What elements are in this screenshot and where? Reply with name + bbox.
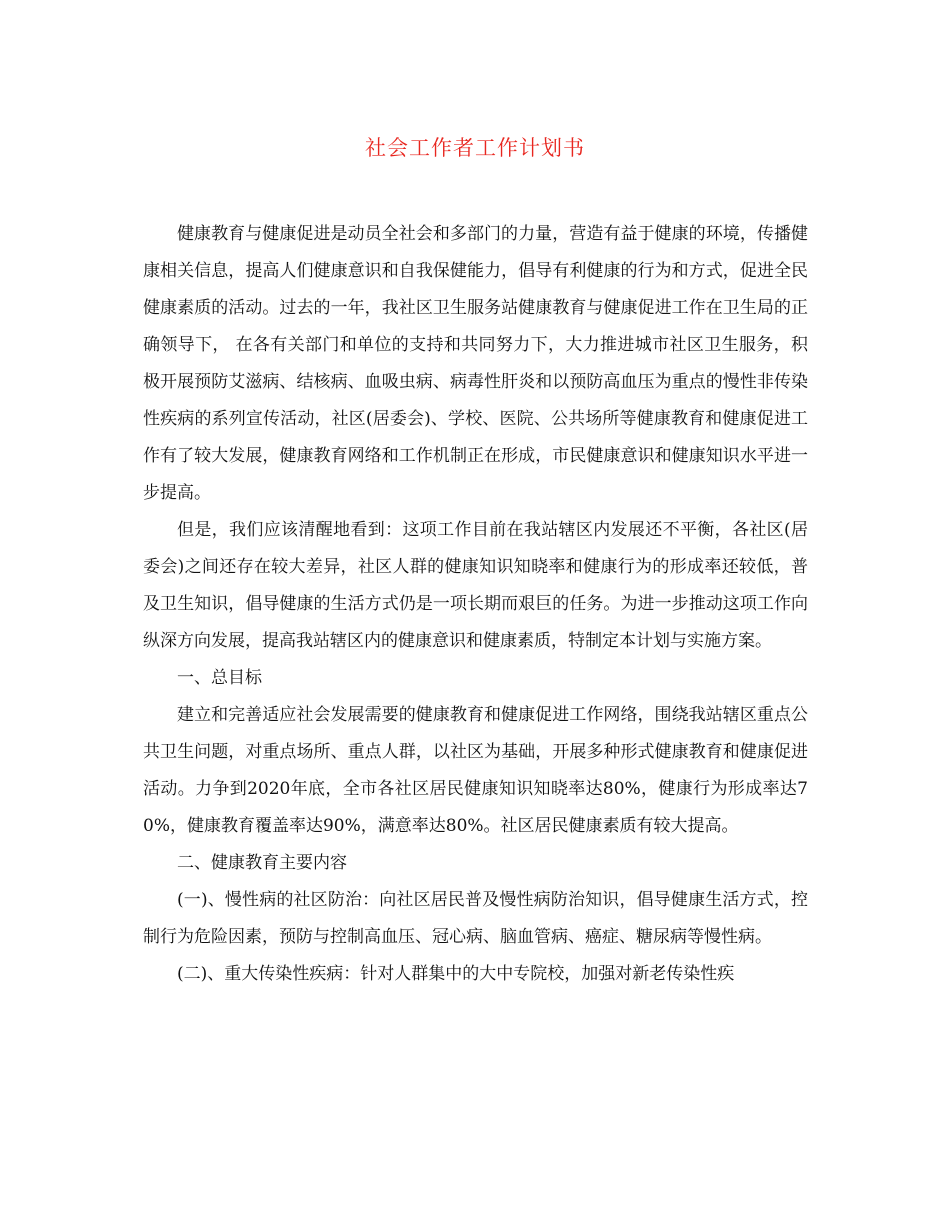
paragraph-chronic-disease: (一)、慢性病的社区防治：向社区居民普及慢性病防治知识，倡导健康生活方式，控制行为危险因素，预防与控制高血压、冠心病、脑血管病、癌症、糖尿病等慢性病。 — [143, 890, 808, 947]
paragraph-intro: 健康教育与健康促进是动员全社会和多部门的力量，营造有益于健康的环境，传播健康相关信息，提高人们健康意识和自我保健能力，倡导有利健康的行为和方式，促进全民健康素质的活动。过去的一年，我社区卫生服务站健康教育与健康促进工作在卫生局的正确领导下， 在各有关部门和单位的支持和共同努力下，大力推进城市社区卫生服务，积极开展预防艾滋病、结核病、血吸虫病、病毒性肝炎和以预防高血压为重点的慢性非传染性疾病的系列宣传活动，社区(居委会)、学校、医院、公共场所等健康教育和健康促进工作有了较大发展，健康教育网络和工作机制正在形成，市民健康意识和健康知识水平进一步提高。 — [143, 224, 808, 503]
paragraph-infectious-disease: (二)、重大传染性疾病：针对人群集中的大中专院校，加强对新老传染性疾 — [177, 964, 735, 984]
paragraph-current-status: 但是，我们应该清醒地看到：这项工作目前在我站辖区内发展还不平衡，各社区(居委会)之间还存在较大差异，社区人群的健康知识知晓率和健康行为的形成率还较低，普及卫生知识，倡导健康的生活方式仍是一项长期而艰巨的任务。为进一步推动这项工作向纵深方向发展，提高我站辖区内的健康意识和健康素质，特制定本计划与实施方案。 — [143, 520, 808, 651]
document-title: 社会工作者工作计划书 — [365, 136, 585, 160]
paragraph-overall-goal: 建立和完善适应社会发展需要的健康教育和健康促进工作网络，围绕我站辖区重点公共卫生问题，对重点场所、重点人群，以社区为基础，开展多种形式健康教育和健康促进活动。力争到2020年底，全市各社区居民健康知识知晓率达80%，健康行为形成率达70%，健康教育覆盖率达90%，满意率达80%。社区居民健康素质有较大提高。 — [143, 705, 808, 836]
section-heading-main-content: 二、健康教育主要内容 — [177, 853, 347, 873]
document-body — [143, 216, 808, 993]
section-heading-overall-goal: 一、总目标 — [177, 668, 262, 688]
